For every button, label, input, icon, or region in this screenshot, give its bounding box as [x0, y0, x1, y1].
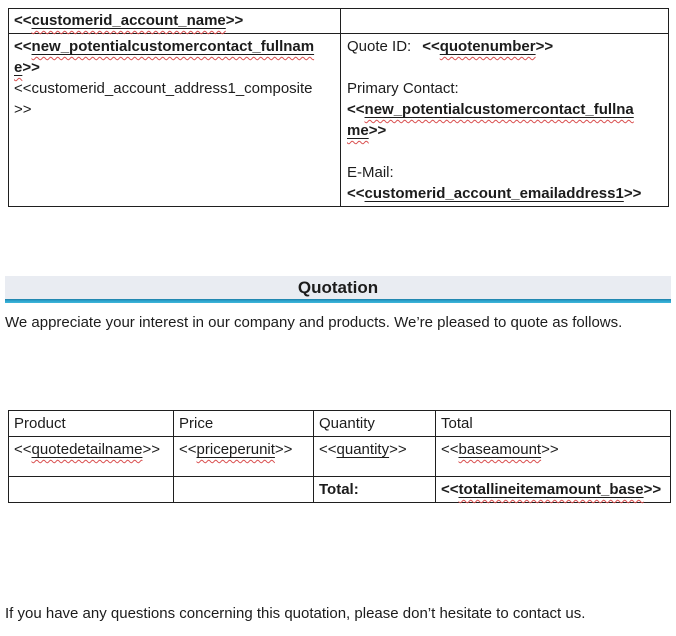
product-field: <<quotedetailname>> [14, 441, 160, 458]
contact-fullname-field: <<new_potentialcustomercontact_fullname>> [347, 101, 634, 139]
total-column-header: Total [436, 411, 671, 437]
quantity-field-cell [314, 437, 436, 477]
total-row [9, 477, 671, 503]
table-row [9, 9, 669, 34]
field-close-token: >> [142, 441, 160, 458]
field-open-token: << [14, 38, 32, 55]
field-open-token: << [347, 185, 365, 202]
table-row [9, 437, 671, 477]
quantity-column-header: Quantity [314, 411, 436, 437]
contact-address-cell [9, 34, 341, 207]
table-row [9, 34, 669, 207]
footer-paragraph: If you have any questions concerning this quotation, please don’t hesitate to contact us. [5, 605, 586, 622]
quote-id-label: Quote ID: [347, 38, 412, 55]
blank-line [347, 141, 644, 162]
field-close-token: >> [274, 441, 293, 458]
empty-cell [341, 9, 669, 34]
quote-meta-cell [341, 34, 669, 207]
quote-number-field: <<quotenumber>> [422, 38, 554, 55]
primary-contact-label: Primary Contact: [347, 80, 459, 97]
blank-line [347, 57, 644, 78]
field-open-token: << [14, 441, 32, 458]
field-close-token: >> [225, 12, 244, 29]
field-open-token: << [179, 441, 197, 458]
field-close-token: >> [541, 441, 559, 458]
empty-cell [174, 477, 314, 503]
product-column-header: Product [9, 411, 174, 437]
field-close-token: >> [368, 122, 387, 139]
quotation-banner [5, 276, 671, 303]
field-close-token: >> [623, 185, 642, 202]
empty-cell [9, 477, 174, 503]
table-header-row [9, 411, 671, 437]
account-name-field: <<customerid_account_name>> [14, 12, 244, 29]
intro-paragraph: We appreciate your interest in our company and products. We’re pleased to quote as follows. [5, 314, 623, 331]
field-open-token: << [441, 441, 459, 458]
quote-id-line [347, 36, 644, 57]
field-close-token: >> [389, 441, 407, 458]
field-close-token: >> [14, 101, 32, 118]
account-name-cell [9, 9, 341, 34]
contact-fullname-field: <<new_potentialcustomercontact_fullname>> [14, 38, 315, 76]
field-open-token: << [441, 481, 459, 498]
product-field-cell [9, 437, 174, 477]
email-label: E-Mail: [347, 164, 394, 181]
field-open-token: << [422, 38, 440, 55]
accent-rule [5, 299, 671, 303]
grand-total-field: <<totallineitemamount_base>> [441, 481, 662, 498]
field-close-token: >> [643, 481, 662, 498]
field-open-token: << [14, 12, 32, 29]
line-total-field-cell [436, 437, 671, 477]
quote-lines-table [8, 410, 671, 503]
field-open-token: << [14, 80, 32, 97]
address-field: <<customerid_account_address1_composite>> [14, 80, 313, 118]
quantity-field: <<quantity>> [319, 441, 407, 458]
price-field-cell [174, 437, 314, 477]
email-field: <<customerid_account_emailaddress1>> [347, 185, 642, 202]
field-close-token: >> [22, 59, 40, 76]
field-open-token: << [319, 441, 337, 458]
page-title: Quotation [5, 276, 671, 299]
grand-total-field-cell [436, 477, 671, 503]
total-label: Total: [314, 477, 436, 503]
customer-info-table [8, 8, 669, 207]
price-column-header: Price [174, 411, 314, 437]
price-field: <<priceperunit>> [179, 441, 293, 458]
line-total-field: <<baseamount>> [441, 441, 559, 458]
field-close-token: >> [535, 38, 554, 55]
field-open-token: << [347, 101, 365, 118]
